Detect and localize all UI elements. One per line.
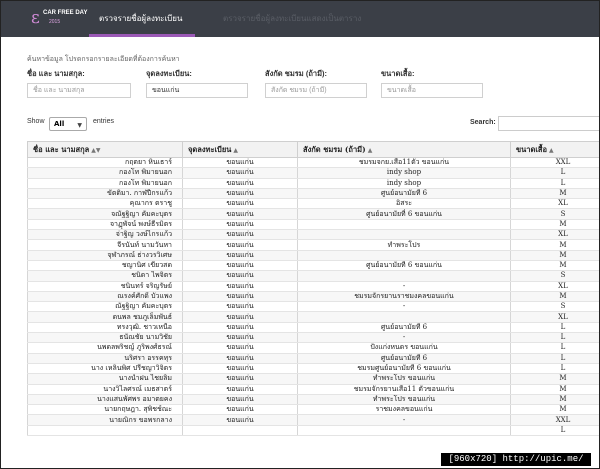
cell-point: ขอนแก่น [183, 291, 298, 301]
cell-name: ชนินทร์ จริญรัษย์ [28, 281, 183, 291]
cell-size: M [511, 260, 600, 270]
cell-point: ขอนแก่น [183, 374, 298, 384]
cell-point: ขอนแก่น [183, 384, 298, 394]
cell-club: ชมรมจกย.เสือ11ตัว ขอนแก่น [298, 158, 511, 168]
cell-club: indy shop [298, 168, 511, 178]
cell-name [28, 425, 183, 435]
cell-club: ศูนย์อนามัยที่ 6 [298, 188, 511, 198]
cell-club [298, 230, 511, 240]
page-length-select[interactable] [49, 117, 87, 131]
table-row[interactable] [28, 384, 600, 394]
cell-name: นายกฤษฎา. สุพิชช์ณะ [28, 405, 183, 415]
cell-club: ศูนย์อนามัยที่ 6 [298, 322, 511, 332]
column-header-label: ชื่อ และ นามสกุล [33, 144, 90, 154]
cell-club: ทำพระโปร [298, 240, 511, 250]
table-row[interactable] [28, 209, 600, 219]
table-row[interactable] [28, 168, 600, 178]
cell-name: ธนัณชัย นามวิชัย [28, 333, 183, 343]
cell-name: นพดลพริชญ์ ภูริพงศ์ธรณ์ [28, 343, 183, 353]
cell-name: นริศรา อรรคทุร [28, 353, 183, 363]
cell-size: S [511, 271, 600, 281]
cell-size: XL [511, 281, 600, 291]
table-row[interactable] [28, 250, 600, 260]
table-row[interactable] [28, 374, 600, 384]
cell-name: นาง เหลินพิศ ปรีชญาวิจิตร [28, 363, 183, 373]
column-header-label: ขนาดเสื้อ [516, 144, 547, 154]
column-header-label: สังกัด ชมรม (ถ้ามี) [303, 144, 366, 154]
cell-name: ชนิดา ไพจิตร [28, 271, 183, 281]
cell-point: ขอนแก่น [183, 415, 298, 425]
tab-registrant-list-label: ตรวจรายชื่อผู้ลงทะเบียน [99, 14, 183, 23]
cell-point: ขอนแก่น [183, 322, 298, 332]
sort-asc-icon: ▲ [367, 146, 373, 154]
cell-club: อิสระ [298, 199, 511, 209]
table-row[interactable] [28, 260, 600, 270]
cell-point: ขอนแก่น [183, 343, 298, 353]
cell-point: ขอนแก่น [183, 199, 298, 209]
table-row[interactable] [28, 425, 600, 435]
table-row[interactable] [28, 178, 600, 188]
cell-size: M [511, 188, 600, 198]
cell-point: ขอนแก่น [183, 333, 298, 343]
car-free-day-logo[interactable] [31, 6, 88, 32]
cell-name: กฤตยา หินเธาร์ [28, 158, 183, 168]
cell-club: ศูนย์อนามัยที่ 6 ขอนแก่น [298, 260, 511, 270]
cell-point: ขอนแก่น [183, 250, 298, 260]
cell-name: คุณากร ตราชู [28, 199, 183, 209]
table-row[interactable] [28, 158, 600, 168]
cell-size: M [511, 384, 600, 394]
column-header-size[interactable] [511, 142, 600, 158]
cell-point: ขอนแก่น [183, 271, 298, 281]
table-row[interactable] [28, 271, 600, 281]
table-row[interactable] [28, 405, 600, 415]
club-filter-label: สังกัด ชมรม (ถ้ามี): [265, 69, 328, 78]
column-header-point[interactable] [183, 142, 298, 158]
cell-size: L [511, 343, 600, 353]
table-row[interactable] [28, 188, 600, 198]
cell-size: M [511, 250, 600, 260]
size-filter-label: ขนาดเสื้อ: [381, 69, 415, 78]
sort-icon: ▲▼ [91, 146, 101, 154]
column-header-name[interactable] [28, 142, 183, 158]
top-navbar [1, 1, 599, 37]
cell-name: ขัตติมา. กาฬปีกรแก้ว [28, 188, 183, 198]
cell-size: XL [511, 230, 600, 240]
cell-name: นางวิไลศรณ์ เมธสาตร์ [28, 384, 183, 394]
column-header-label: จุดลงทะเบียน [188, 144, 232, 154]
cell-size: XL [511, 312, 600, 322]
cell-name: นายณิกร ขอพรกลาง [28, 415, 183, 425]
cell-club [298, 425, 511, 435]
table-row[interactable] [28, 322, 600, 332]
cell-club: - [298, 415, 511, 425]
cell-size: L [511, 333, 600, 343]
logo-year: 2015 [49, 19, 61, 25]
bicycle-logo-icon: ε [31, 8, 40, 28]
cell-name: ชญานิศ เขียวสด [28, 260, 183, 270]
cell-club: ทำพระโปร ขอนแก่น [298, 374, 511, 384]
watermark: [960x720] http://upic.me/ [441, 453, 591, 466]
cell-size: L [511, 353, 600, 363]
cell-point: ขอนแก่น [183, 260, 298, 270]
cell-size: L [511, 178, 600, 188]
page-length-value: All [54, 120, 65, 128]
cell-point: ขอนแก่น [183, 158, 298, 168]
cell-size: S [511, 302, 600, 312]
table-header-row [28, 142, 600, 158]
cell-name: ณัฐฐิญา คัมคะบุตร [28, 302, 183, 312]
cell-size: M [511, 374, 600, 384]
cell-size: L [511, 322, 600, 332]
cell-point: ขอนแก่น [183, 302, 298, 312]
cell-club: indy shop [298, 178, 511, 188]
cell-size: L [511, 168, 600, 178]
cell-point: ขอนแก่น [183, 353, 298, 363]
cell-point: ขอนแก่น [183, 168, 298, 178]
cell-point: ขอนแก่น [183, 178, 298, 188]
table-row[interactable] [28, 240, 600, 250]
table-row[interactable] [28, 230, 600, 240]
cell-name: นางน้ำฝน ไชยลิ้ม [28, 374, 183, 384]
cell-name: จาฏุพัจน์ พงษ์ธีรมิตร [28, 219, 183, 229]
cell-name: จีรนันท์ นามวันหา [28, 240, 183, 250]
name-filter-label: ชื่อ และ นามสกุล: [27, 69, 85, 78]
show-label: Show [27, 118, 45, 125]
cell-name: ณรงค์ศักดิ์ บัวแพง [28, 291, 183, 301]
cell-point: ขอนแก่น [183, 219, 298, 229]
tab-registrant-table[interactable]: ตรวจรายชื่อผู้ลงทะเบียนแสดงเป็นตาราง [223, 14, 362, 23]
cell-name: จณัฐฐิญา คัมคะบุตร [28, 209, 183, 219]
search-label: Search: [470, 119, 496, 126]
cell-name: นางแสนพัศพร อมาตยคง [28, 394, 183, 404]
cell-point: ขอนแก่น [183, 394, 298, 404]
sort-asc-icon: ▲ [548, 146, 554, 154]
registrants-table [27, 141, 600, 436]
cell-club: ราชมงคลขอนแก่น [298, 405, 511, 415]
cell-name: จ่าฐิญ วงษ์ไกรแก้ว [28, 230, 183, 240]
cell-point: ขอนแก่น [183, 209, 298, 219]
cell-club: - [298, 333, 511, 343]
table-row[interactable] [28, 333, 600, 343]
table-row[interactable] [28, 394, 600, 404]
cell-name: ทรงวุฒิ. ชาวเหนือ [28, 322, 183, 332]
cell-size: M [511, 240, 600, 250]
cell-club [298, 219, 511, 229]
table-body [28, 158, 600, 436]
column-header-club[interactable] [298, 142, 511, 158]
cell-club: ชมรมศูนย์อนามัยที่ 6 ขอนแก่น [298, 363, 511, 373]
logo-text: CAR FREE DAY [43, 10, 88, 16]
cell-point: ขอนแก่น [183, 312, 298, 322]
cell-point: ขอนแก่น [183, 240, 298, 250]
table-row[interactable] [28, 312, 600, 322]
cell-size: M [511, 291, 600, 301]
point-filter-input[interactable]: ขอนแก่น [146, 83, 248, 98]
cell-size: XXL [511, 158, 600, 168]
cell-name: กองโท พิมายนอก [28, 178, 183, 188]
point-filter-label: จุดลงทะเบียน: [146, 69, 192, 78]
search-input[interactable] [498, 116, 600, 131]
cell-point: ขอนแก่น [183, 363, 298, 373]
table-row[interactable] [28, 281, 600, 291]
cell-club: ศูนย์อนามัยที่ 6 [298, 353, 511, 363]
table-row[interactable] [28, 302, 600, 312]
size-filter-input[interactable]: ขนาดเสื้อ [381, 83, 483, 98]
cell-size: S [511, 209, 600, 219]
table-row[interactable] [28, 343, 600, 353]
table-row[interactable] [28, 291, 600, 301]
cell-club: ศูนย์อนามัยที่ 6 ขอนแก่น [298, 209, 511, 219]
name-filter-input[interactable]: ชื่อ และ นามสกุล [27, 83, 131, 98]
entries-label: entries [93, 118, 115, 125]
cell-club: ชมรมจักรยานราชมงคลขอนแก่น [298, 291, 511, 301]
active-tab-indicator [89, 34, 195, 37]
cell-size: L [511, 363, 600, 373]
table-row[interactable] [28, 363, 600, 373]
tab-registrant-list[interactable] [89, 1, 195, 37]
sort-asc-icon: ▲ [233, 146, 238, 154]
cell-name: จุฬาภรณ์ ธ่างวรวิเศษ [28, 250, 183, 260]
cell-club: ชมรมจักรยานเสือ11 ตัวขอนแก่น [298, 384, 511, 394]
cell-club: - [298, 302, 511, 312]
table-row[interactable] [28, 353, 600, 363]
chevron-down-icon: ▼ [77, 122, 82, 129]
cell-size: XL [511, 199, 600, 209]
cell-point: ขอนแก่น [183, 188, 298, 198]
table-row[interactable] [28, 199, 600, 209]
cell-club: - [298, 281, 511, 291]
cell-point [183, 425, 298, 435]
cell-name: ดนพล ชมภูเล็มพันธ์ [28, 312, 183, 322]
cell-club: ทำพระโปร ขอนแก่น [298, 394, 511, 404]
cell-size: M [511, 394, 600, 404]
table-row[interactable] [28, 219, 600, 229]
club-filter-input[interactable]: สังกัด ชมรม (ถ้ามี) [265, 83, 367, 98]
cell-club [298, 312, 511, 322]
search-hint: ค้นหาข้อมูล โปรดกรอกรายละเอียดที่ต้องการค้นหา [27, 56, 180, 63]
cell-size: XXL [511, 415, 600, 425]
cell-size: M [511, 405, 600, 415]
cell-size: M [511, 219, 600, 229]
cell-point: ขอนแก่น [183, 281, 298, 291]
cell-club: ปั่งแก่งหนดร ขอนแก่น [298, 343, 511, 353]
cell-club [298, 250, 511, 260]
cell-size: L [511, 425, 600, 435]
table-row[interactable] [28, 415, 600, 425]
cell-point: ขอนแก่น [183, 230, 298, 240]
cell-club [298, 271, 511, 281]
cell-point: ขอนแก่น [183, 405, 298, 415]
cell-name: กองโท พิมายนอก [28, 168, 183, 178]
